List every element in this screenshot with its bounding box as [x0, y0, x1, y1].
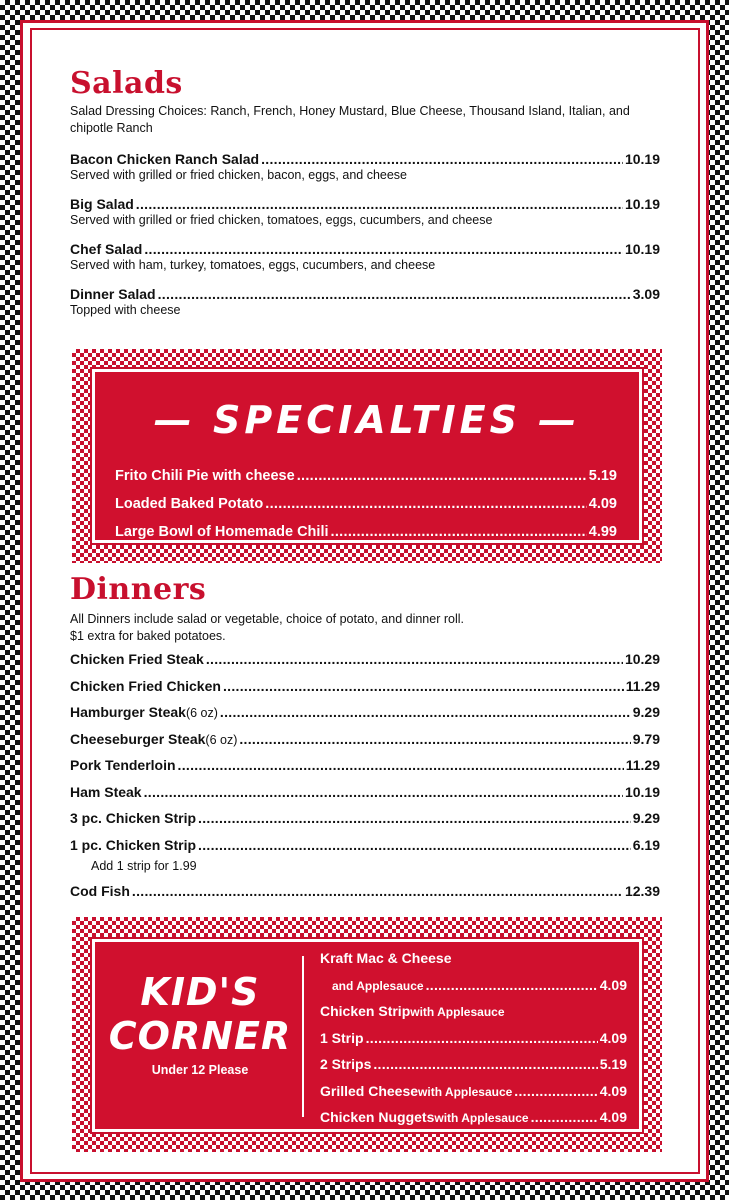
item-price: 3.09	[632, 286, 660, 302]
addon-note: Add 1 strip for 1.99	[91, 859, 197, 873]
leader-dots	[220, 704, 631, 720]
menu-item	[70, 151, 660, 182]
kids-corner-box	[72, 917, 662, 1152]
menu-item	[320, 1109, 627, 1134]
menu-item	[115, 496, 617, 522]
item-name: Dinner Salad	[70, 286, 156, 302]
item-price: 4.09	[599, 1029, 627, 1046]
leader-dots	[144, 784, 623, 800]
dinners-section	[70, 572, 660, 908]
leader-dots	[331, 524, 587, 540]
item-name: Chicken Strip	[320, 1003, 411, 1019]
item-size: (6 oz)	[205, 732, 238, 747]
item-description: Topped with cheese	[70, 303, 181, 317]
leader-dots	[531, 1109, 598, 1125]
item-description: Served with grilled or fried chicken, bacon, eggs, and cheese	[70, 168, 407, 182]
salads-section	[70, 66, 660, 317]
kids-corner-panel	[92, 939, 642, 1132]
item-price: 9.29	[632, 810, 660, 826]
item-price: 4.09	[599, 1082, 627, 1099]
dinners-title: Dinners	[70, 572, 207, 607]
leader-dots	[136, 196, 623, 212]
salads-title: Salads	[70, 66, 183, 101]
item-name: Cheeseburger Steak	[70, 730, 206, 747]
item-name: Chicken Fried Chicken	[70, 677, 221, 694]
dinners-note-extra: $1 extra for baked potatoes.	[70, 629, 226, 643]
menu-item	[70, 678, 660, 703]
menu-item	[70, 757, 660, 782]
specialties-list	[115, 466, 617, 550]
item-name: Big Salad	[70, 196, 134, 212]
kids-menu-list	[320, 948, 627, 1134]
menu-item	[70, 837, 660, 862]
menu-item	[70, 704, 660, 729]
leader-dots	[514, 1083, 597, 1099]
menu-item	[320, 950, 627, 975]
item-name: Cod Fish	[70, 883, 130, 899]
leader-dots	[366, 1030, 598, 1046]
menu-item	[320, 1083, 627, 1108]
menu-item	[70, 651, 660, 676]
specialties-box	[72, 349, 662, 563]
item-price: 10.19	[624, 196, 660, 212]
item-price: 10.19	[624, 241, 660, 257]
item-price: 4.99	[588, 524, 617, 540]
item-name: Pork Tenderloin	[70, 757, 176, 773]
menu-item	[70, 784, 660, 809]
leader-dots	[297, 468, 587, 484]
item-price: 10.19	[624, 151, 660, 167]
leader-dots	[144, 241, 623, 257]
menu-item	[115, 524, 617, 550]
item-price: 9.79	[632, 730, 660, 747]
dinners-note: All Dinners include salad or vegetable, choice of potato, and dinner roll.	[70, 612, 464, 626]
leader-dots	[261, 151, 623, 167]
menu-item	[70, 883, 660, 908]
item-detail: with Applesauce	[418, 1084, 513, 1099]
menu-item	[70, 241, 660, 272]
item-price: 12.39	[624, 883, 660, 899]
item-name: Chef Salad	[70, 241, 143, 257]
item-size: (6 oz)	[185, 706, 218, 720]
leader-dots	[178, 757, 624, 773]
item-name: Loaded Baked Potato	[115, 496, 264, 512]
item-price: 11.29	[625, 757, 660, 773]
item-name: Grilled Cheese	[320, 1082, 419, 1099]
item-price: 5.19	[588, 468, 617, 484]
item-detail: with Applesauce	[434, 1111, 529, 1125]
salads-dressing-note: Salad Dressing Choices: Ranch, French, Honey Mustard, Blue Cheese, Thousand Island, Italian, and chipotle Ranch	[70, 104, 630, 135]
leader-dots	[198, 810, 631, 826]
item-price: 11.29	[625, 677, 660, 694]
item-price: 5.19	[599, 1056, 627, 1072]
item-name: 2 Strips	[320, 1056, 372, 1072]
menu-item	[320, 1030, 627, 1055]
item-price: 6.19	[632, 836, 660, 853]
item-detail: and Applesauce	[332, 978, 424, 993]
item-name: Kraft Mac & Cheese	[320, 950, 452, 966]
item-name: Hamburger Steak	[70, 704, 186, 720]
menu-item	[70, 731, 660, 756]
menu-item	[320, 1056, 627, 1081]
menu-item	[70, 196, 660, 227]
leader-dots	[239, 731, 630, 747]
kids-corner-title	[105, 970, 295, 1058]
kids-title-line1: KID'S	[140, 970, 260, 1014]
item-price: 4.09	[599, 976, 627, 993]
item-name: Ham Steak	[70, 783, 142, 800]
item-name: Chicken Nuggets	[320, 1109, 435, 1125]
leader-dots	[198, 837, 631, 853]
leader-dots	[158, 286, 631, 302]
item-description: Served with grilled or fried chicken, tomatoes, eggs, cucumbers, and cheese	[70, 213, 493, 227]
item-name: Large Bowl of Homemade Chili	[115, 524, 329, 540]
divider	[302, 956, 304, 1117]
menu-item	[115, 468, 617, 494]
leader-dots	[206, 651, 623, 667]
item-detail: with Applesauce	[410, 1005, 505, 1019]
leader-dots	[373, 1056, 597, 1072]
menu-item	[70, 810, 660, 835]
specialties-title: — SPECIALTIES —	[153, 398, 581, 442]
item-price: 10.19	[624, 783, 660, 800]
item-price: 9.29	[632, 704, 660, 720]
item-description: Served with ham, turkey, tomatoes, eggs, cucumbers, and cheese	[70, 258, 436, 272]
item-name: 3 pc. Chicken Strip	[70, 810, 197, 826]
item-price: 10.29	[624, 651, 660, 667]
item-name: 1 pc. Chicken Strip	[70, 836, 197, 853]
item-price: 4.09	[599, 1109, 627, 1125]
item-price: 4.09	[588, 496, 617, 512]
leader-dots	[265, 496, 587, 512]
kids-age-note: Under 12 Please	[151, 1063, 249, 1077]
item-name: Bacon Chicken Ranch Salad	[70, 151, 260, 167]
leader-dots	[132, 883, 623, 899]
leader-dots	[426, 977, 598, 993]
specialties-panel	[92, 369, 642, 543]
item-name: Chicken Fried Steak	[70, 651, 204, 667]
menu-item	[70, 286, 660, 317]
kids-title-line2: CORNER	[108, 1014, 292, 1058]
leader-dots	[223, 678, 624, 694]
item-name: Frito Chili Pie with cheese	[115, 468, 295, 484]
item-name: 1 Strip	[320, 1029, 364, 1046]
menu-item	[320, 977, 627, 1002]
menu-item	[320, 1003, 627, 1028]
